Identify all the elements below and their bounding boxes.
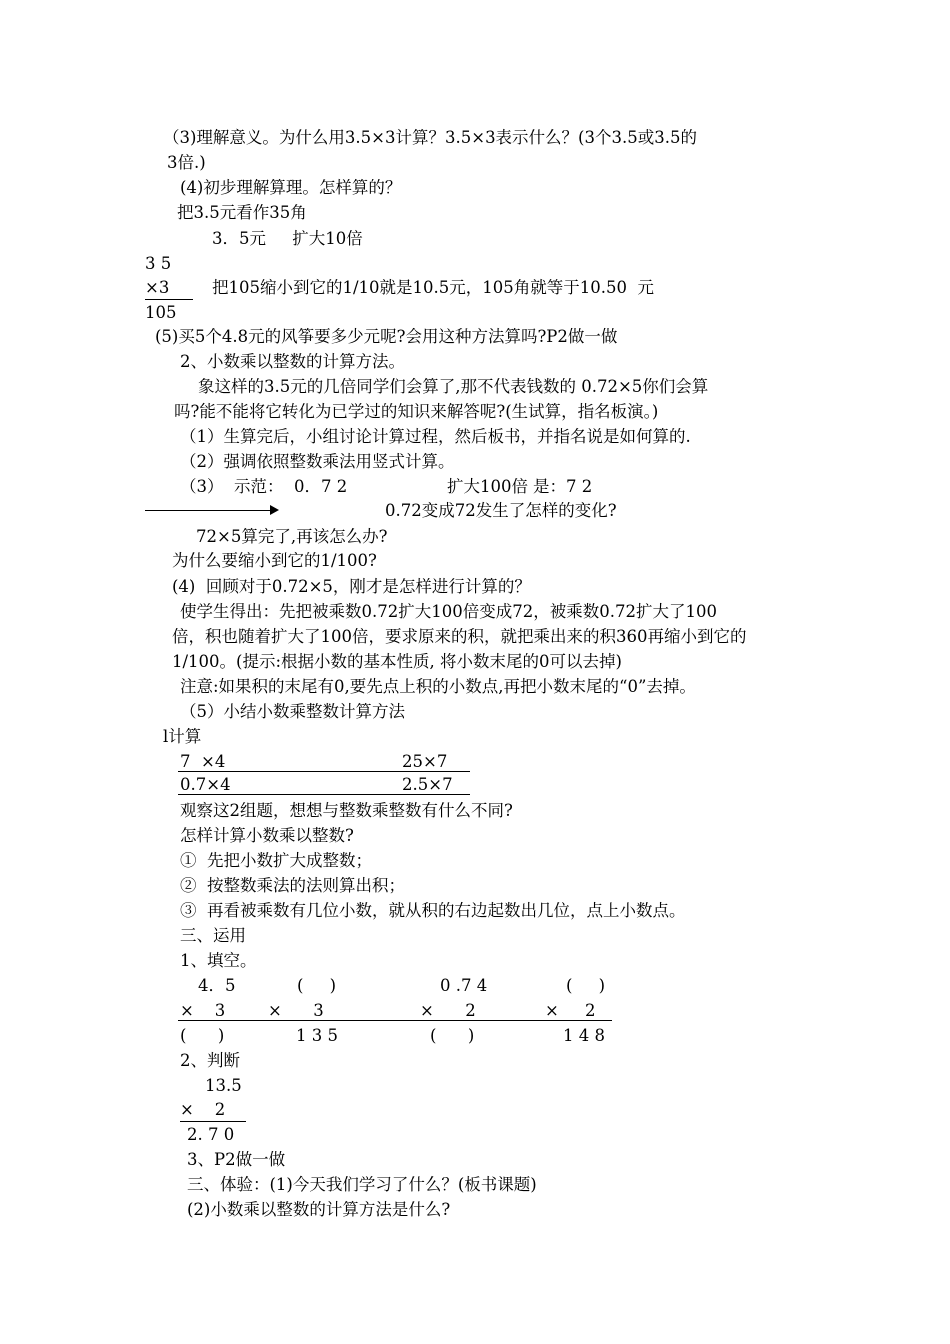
- text-line: (5)买5个4.8元的风筝要多少元呢?会用这种方法算吗?P2做一做: [155, 327, 618, 346]
- vertical-calc-multiplier: ×3: [145, 277, 193, 300]
- text-line: 3．5元 扩大10倍: [212, 229, 363, 248]
- fill-blank-multiplier: × 2: [420, 1001, 476, 1020]
- text-line: 注意:如果积的末尾有0,要先点上积的小数点,再把小数末尾的“0”去掉。: [180, 677, 696, 696]
- text-line: 3倍.): [167, 153, 206, 172]
- text-line: （3） 示范： 0．7 2: [180, 477, 348, 496]
- text-line: 是：7 2: [533, 477, 593, 496]
- judge-operand: 13.5: [205, 1076, 242, 1095]
- text-line: 使学生得出：先把被乘数0.72扩大100倍变成72，被乘数0.72扩大了100: [180, 602, 717, 621]
- text-line: (4) 回顾对于0.72×5，刚才是怎样进行计算的？: [172, 577, 531, 596]
- exercise-item: 2.5×7: [402, 775, 453, 794]
- fill-blank-multiplier: × 2: [545, 1001, 596, 1020]
- rule-line: [178, 771, 470, 772]
- exercise-item: 25×7: [402, 752, 448, 771]
- text-line: ① 先把小数扩大成整数；: [180, 851, 372, 870]
- text-line: 0.72变成72发生了怎样的变化?: [385, 501, 617, 520]
- fill-blank-product: ( ): [430, 1026, 475, 1045]
- text-line: （5）小结小数乘整数计算方法: [180, 702, 405, 721]
- text-line: 扩大100倍: [447, 477, 528, 496]
- text-line: 1、填空。: [180, 951, 257, 970]
- text-line: 72×5算完了,再该怎么办?: [196, 527, 388, 546]
- text-line: （1）生算完后，小组讨论计算过程，然后板书，并指名说是如何算的.: [180, 427, 691, 446]
- fill-blank-operand: ( ): [566, 976, 606, 995]
- arrow-icon: [145, 510, 277, 511]
- fill-blank-multiplier: × 3: [268, 1001, 324, 1020]
- fill-blank-product: ( ): [180, 1026, 225, 1045]
- fill-blank-product: 1 4 8: [563, 1026, 605, 1045]
- text-line: 怎样计算小数乘以整数?: [180, 826, 354, 845]
- fill-blank-product: 1 3 5: [296, 1026, 338, 1045]
- text-line: 吗?能不能将它转化为已学过的知识来解答呢?(生试算，指名板演。): [174, 402, 659, 421]
- text-line: （2）强调依照整数乘法用竖式计算。: [180, 452, 455, 471]
- text-line: 把105缩小到它的1/10就是10.5元，105角就等于10.50 元: [212, 278, 655, 297]
- text-line: ③ 再看被乘数有几位小数，就从积的右边起数出几位，点上小数点。: [180, 901, 686, 920]
- text-line: 观察这2组题，想想与整数乘整数有什么不同?: [180, 801, 513, 820]
- text-line: 3、P2做一做: [187, 1150, 286, 1169]
- text-line: 倍，积也随着扩大了100倍，要求原来的积，就把乘出来的积360再缩小到它的: [172, 627, 747, 646]
- text-line: 把3.5元看作35角: [177, 203, 307, 222]
- text-line: 为什么要缩小到它的1/100?: [172, 551, 377, 570]
- fill-blank-multiplier: × 3: [180, 1001, 226, 1020]
- text-line: 2、判断: [180, 1051, 240, 1070]
- text-line: 1/100。(提示:根据小数的基本性质, 将小数末尾的0可以去掉): [172, 652, 622, 671]
- fill-blank-operand: 0 .7 4: [440, 976, 488, 995]
- exercise-item: 0.7×4: [180, 775, 231, 794]
- section-heading: 三、体验：(1)今天我们学习了什么？(板书课题): [187, 1175, 537, 1194]
- vertical-calc-operand: 3 5: [145, 254, 172, 273]
- text-line: l计算: [163, 727, 202, 746]
- rule-line: [178, 1020, 612, 1021]
- text-line: ② 按整数乘法的法则算出积；: [180, 876, 405, 895]
- text-line: （3)理解意义。为什么用3.5×3计算？3.5×3表示什么？(3个3.5或3.5的: [163, 128, 697, 147]
- judge-multiplier: × 2: [180, 1099, 246, 1122]
- exercise-item: 7 ×4: [180, 752, 226, 771]
- rule-line: [178, 794, 470, 795]
- text-line: (2)小数乘以整数的计算方法是什么?: [187, 1200, 451, 1219]
- text-line: 象这样的3.5元的几倍同学们会算了,那不代表钱数的 0.72×5你们会算: [198, 377, 709, 396]
- judge-product: 2. 7 0: [187, 1125, 235, 1144]
- vertical-calc-product: 105: [145, 303, 177, 322]
- fill-blank-operand: 4．5: [198, 976, 236, 995]
- text-line: (4)初步理解算理。怎样算的？: [180, 178, 402, 197]
- fill-blank-operand: ( ): [297, 976, 337, 995]
- section-heading: 2、小数乘以整数的计算方法。: [180, 352, 405, 371]
- section-heading: 三、运用: [180, 926, 246, 945]
